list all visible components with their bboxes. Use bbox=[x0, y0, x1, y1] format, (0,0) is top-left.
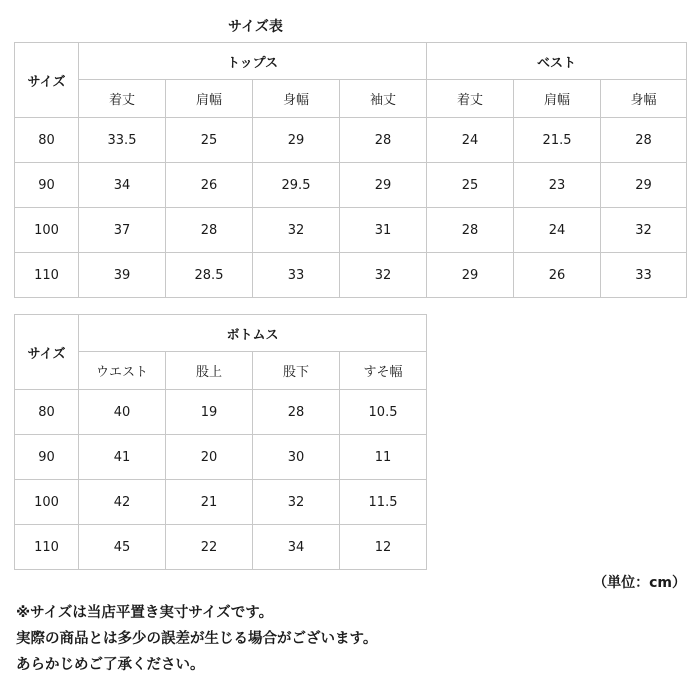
column-header: 肩幅 bbox=[514, 80, 601, 118]
unit-label: （単位：cm） bbox=[593, 575, 686, 591]
table-row bbox=[15, 208, 687, 253]
table-cell: 37 bbox=[79, 208, 166, 253]
table-row bbox=[15, 480, 427, 525]
size-cell: 110 bbox=[15, 525, 79, 570]
table-cell: 29 bbox=[253, 118, 340, 163]
group-header-bottoms: ボトムス bbox=[79, 315, 427, 352]
column-header: 袖丈 bbox=[340, 80, 427, 118]
bottoms-size-table bbox=[14, 314, 427, 570]
table-cell: 39 bbox=[79, 253, 166, 298]
column-header: 股下 bbox=[253, 352, 340, 390]
column-header: 着丈 bbox=[427, 80, 514, 118]
table-cell: 19 bbox=[166, 390, 253, 435]
table-cell: 30 bbox=[253, 435, 340, 480]
column-header: すそ幅 bbox=[340, 352, 427, 390]
size-cell: 90 bbox=[15, 163, 79, 208]
table-cell: 42 bbox=[79, 480, 166, 525]
table-row bbox=[15, 525, 427, 570]
table-cell: 28 bbox=[427, 208, 514, 253]
table-cell: 29 bbox=[601, 163, 687, 208]
table-row bbox=[15, 390, 427, 435]
table-cell: 29.5 bbox=[253, 163, 340, 208]
note-line: あらかじめご了承ください。 bbox=[16, 657, 205, 673]
table-cell: 10.5 bbox=[340, 390, 427, 435]
table-cell: 33 bbox=[253, 253, 340, 298]
table-row bbox=[15, 163, 687, 208]
table-cell: 26 bbox=[166, 163, 253, 208]
table-cell: 32 bbox=[601, 208, 687, 253]
group-header-tops: トップス bbox=[79, 43, 427, 80]
table-cell: 20 bbox=[166, 435, 253, 480]
table-cell: 25 bbox=[427, 163, 514, 208]
table-cell: 24 bbox=[427, 118, 514, 163]
table-cell: 26 bbox=[514, 253, 601, 298]
column-header: 身幅 bbox=[253, 80, 340, 118]
table-cell: 28 bbox=[601, 118, 687, 163]
size-cell: 80 bbox=[15, 390, 79, 435]
page-title: サイズ表 bbox=[228, 19, 283, 35]
table-cell: 12 bbox=[340, 525, 427, 570]
table-cell: 11.5 bbox=[340, 480, 427, 525]
column-header: ウエスト bbox=[79, 352, 166, 390]
table-cell: 32 bbox=[253, 480, 340, 525]
table-cell: 33 bbox=[601, 253, 687, 298]
notes bbox=[16, 600, 377, 678]
size-cell: 80 bbox=[15, 118, 79, 163]
note-line: ※サイズは当店平置き実寸サイズです。 bbox=[16, 605, 274, 621]
size-cell: 100 bbox=[15, 208, 79, 253]
table-cell: 23 bbox=[514, 163, 601, 208]
table-cell: 31 bbox=[340, 208, 427, 253]
column-header: 身幅 bbox=[601, 80, 687, 118]
note-line: 実際の商品とは多少の誤差が生じる場合がございます。 bbox=[16, 631, 378, 647]
column-header: 着丈 bbox=[79, 80, 166, 118]
table-cell: 32 bbox=[340, 253, 427, 298]
table-row bbox=[15, 118, 687, 163]
table-cell: 33.5 bbox=[79, 118, 166, 163]
group-header-vest: ベスト bbox=[427, 43, 687, 80]
table-cell: 25 bbox=[166, 118, 253, 163]
size-cell: 100 bbox=[15, 480, 79, 525]
table-cell: 45 bbox=[79, 525, 166, 570]
column-header: 股上 bbox=[166, 352, 253, 390]
table-cell: 28.5 bbox=[166, 253, 253, 298]
size-cell: 110 bbox=[15, 253, 79, 298]
table-cell: 40 bbox=[79, 390, 166, 435]
table-cell: 34 bbox=[79, 163, 166, 208]
size-header: サイズ bbox=[15, 43, 79, 118]
table-cell: 28 bbox=[166, 208, 253, 253]
size-cell: 90 bbox=[15, 435, 79, 480]
table-cell: 29 bbox=[340, 163, 427, 208]
table-cell: 21.5 bbox=[514, 118, 601, 163]
table-cell: 24 bbox=[514, 208, 601, 253]
table-cell: 21 bbox=[166, 480, 253, 525]
table-cell: 11 bbox=[340, 435, 427, 480]
table-cell: 32 bbox=[253, 208, 340, 253]
column-header: 肩幅 bbox=[166, 80, 253, 118]
table-row bbox=[15, 253, 687, 298]
table-cell: 29 bbox=[427, 253, 514, 298]
table-row bbox=[15, 435, 427, 480]
table-cell: 22 bbox=[166, 525, 253, 570]
table-cell: 41 bbox=[79, 435, 166, 480]
table-cell: 28 bbox=[340, 118, 427, 163]
table-cell: 34 bbox=[253, 525, 340, 570]
size-header: サイズ bbox=[15, 315, 79, 390]
tops-vest-size-table bbox=[14, 42, 687, 298]
table-cell: 28 bbox=[253, 390, 340, 435]
